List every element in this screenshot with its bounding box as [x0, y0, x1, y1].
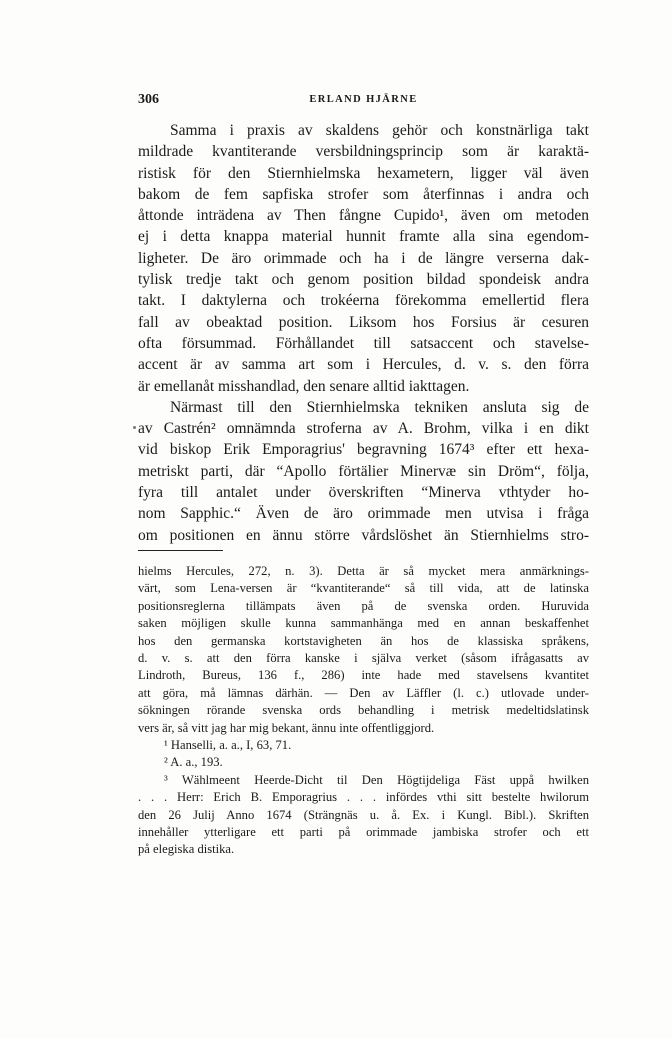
text-line: takt. I daktylerna och trokéerna förekomma emellertid flera — [138, 292, 589, 310]
footnote-line: . . . Herr: Erich B. Emporagrius . . . infördes vthi sitt bestelte hwilorum — [138, 790, 589, 805]
footnote-line: värt, som Lena-versen är “kvantiterande“ så till vida, att de latinska — [138, 581, 589, 596]
running-head: ERLAND HJÄRNE — [309, 94, 418, 105]
footnote-3: ³ Wählmeent Heerde-Dicht til Den Högtijdeliga Fäst uppå hwilken — [164, 772, 589, 787]
text-line: Samma i praxis av skaldens gehör och konstnärliga takt — [170, 122, 589, 139]
footnote-line: innehåller ytterligare ett parti på orimmade jambiska strofer och ett — [138, 825, 589, 840]
text-line: Närmast till den Stiernhielmska tekniken ansluta sig de — [170, 398, 589, 416]
footnote-line: vers är, så vitt jag har mig bekant, ännu inte offentliggjord. — [138, 720, 435, 735]
footnote-line: positionsreglerna tillämpats även på de svenska orden. Huruvida — [138, 598, 589, 613]
main-text — [138, 120, 589, 546]
text-line: bakom de fem sapfiska strofer som återfinnas i andra och — [138, 185, 589, 203]
text-line: fyra till antalet under överskriften “Minerva vthtyder ho- — [138, 484, 589, 502]
text-line: av Castrén² omnämnda stroferna av A. Brohm, vilka i en dikt — [138, 420, 589, 438]
text-line: fall av obeaktad position. Liksom hos Forsius är cesuren — [138, 313, 589, 331]
text-line: är emellanåt misshandlad, den senare alltid iakttagen. — [138, 377, 470, 395]
footnote-line: på elegiska distika. — [138, 842, 235, 857]
text-line: mildrade kvantiterande versbildningsprincip som är karaktä- — [138, 143, 589, 161]
footnote-1: ¹ Hanselli, a. a., I, 63, 71. — [164, 738, 292, 752]
text-line: ligheter. De äro orimmade och ha i de längre verserna dak- — [138, 249, 589, 267]
text-line: åttonde inträdena av Then fångne Cupido¹, även om metoden — [138, 207, 589, 225]
footnote-line: hos den germanska kortstavigheten än hos de klassiska språkens, — [138, 633, 589, 648]
footnote-line: hielms Hercules, 272, n. 3). Detta är så mycket mera anmärknings- — [138, 563, 589, 578]
footnotes — [138, 563, 589, 859]
text-line: ristisk för den Stiernhielmska hexametern, ligger väl även — [138, 164, 589, 182]
page — [138, 92, 589, 859]
text-line: accent är av samma art som i Hercules, d. v. s. den förra — [138, 356, 589, 374]
text-line: metriskt parti, där “Apollo förtälier Minervæ sin Dröm“, följa, — [138, 462, 589, 480]
text-line: nom Sapphic.“ Även de äro orimmade men utvisa i fråga — [138, 505, 589, 523]
footnote-line: den 26 Julij Anno 1674 (Strängnäs u. å. Ex. i Kungl. Bibl.). Skriften — [138, 807, 589, 822]
footnote-line: Lindroth, Bureus, 136 f., 286) inte hade med stavelsens kvantitet — [138, 668, 589, 683]
text-line: ofta försummad. Förhållandet till satsaccent och stavelse- — [138, 334, 589, 352]
footnote-line: saken möjligen skulle kunna sammanhänga med en annan beskaffenhet — [138, 616, 589, 631]
page-header — [138, 92, 589, 112]
text-line: tylisk tredje takt och genom position bildad spondeisk andra — [138, 271, 589, 289]
text-line: ej i detta knappa material hunnit framte alla sina egendom- — [138, 228, 589, 246]
text-line: vid biskop Erik Emporagrius' begravning 1674³ efter ett hexa- — [138, 441, 589, 459]
page-number: 306 — [138, 92, 159, 107]
footnote-line: sökningen rörande svenska ords behandling i metrisk medeltidslatinsk — [138, 703, 589, 718]
text-line: om positionen en ännu större vårdslöshet än Stiernhielms stro- — [138, 526, 589, 544]
footnote-rule — [138, 550, 223, 551]
scan-speck — [133, 426, 136, 429]
footnote-line: att göra, må lämnas därhän. — Den av Läffler (l. c.) utlovade under- — [138, 685, 589, 700]
footnote-line: d. v. s. att den förra kanske i själva verket (såsom ifrågasatts av — [138, 650, 589, 665]
footnote-2: ² A. a., 193. — [164, 755, 223, 770]
